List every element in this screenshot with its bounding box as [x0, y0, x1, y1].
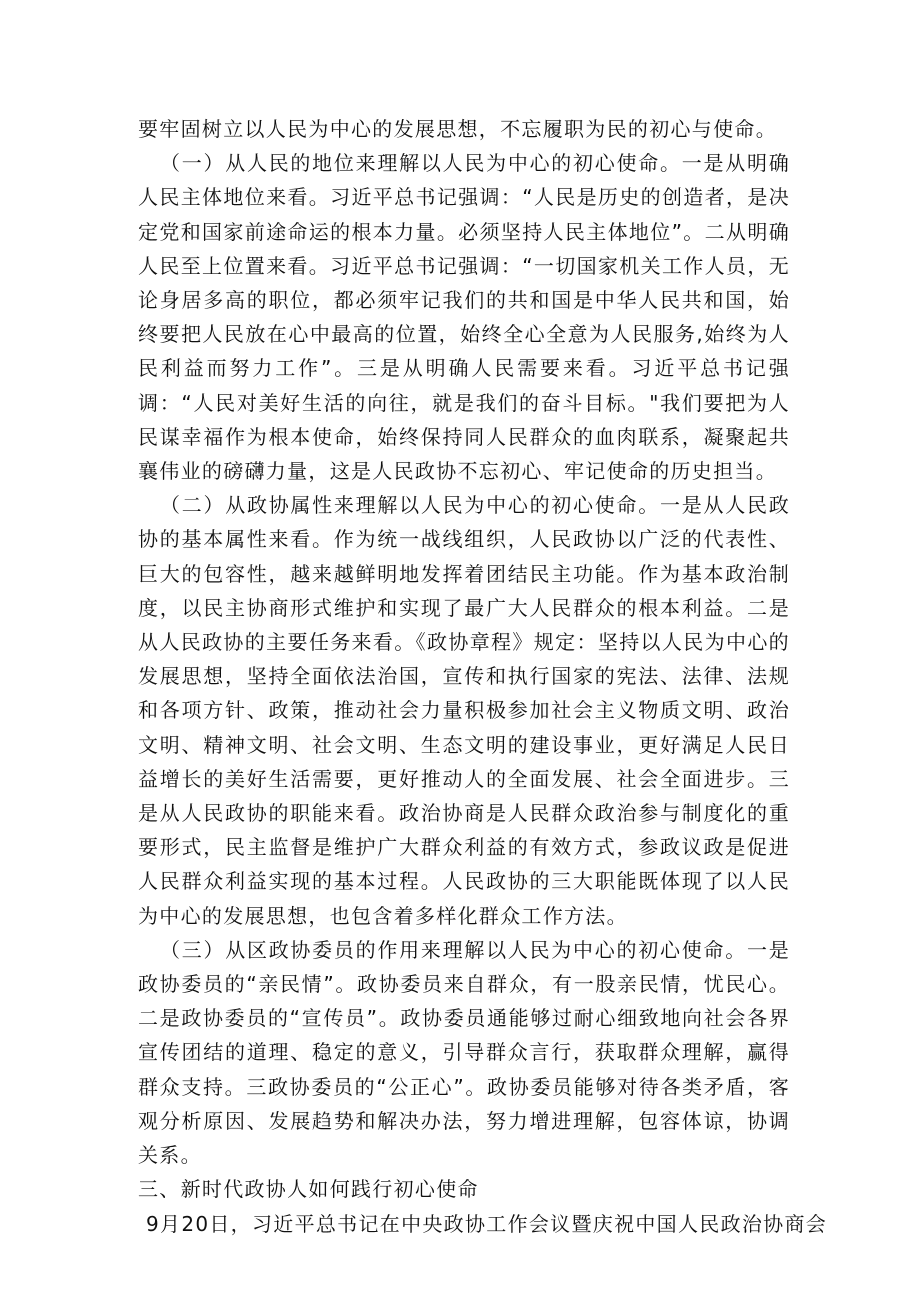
section-heading: 三、新时代政协人如何践行初心使命 [138, 1177, 479, 1202]
document-body [138, 112, 828, 1241]
paragraph-intro-fragment: 要牢固树立以人民为中心的发展思想，不忘履职为民的初心与使命。 [138, 117, 777, 141]
paragraph-final-line: 9月20日，习近平总书记在中央政协工作会议暨庆祝中国人民政治协商会 [146, 1211, 828, 1236]
paragraph-section-2: （二）从政协属性来理解以人民为中心的初心使命。一是从人民政协的基本属性来看。作为统一战线组织，人民政协以广泛的代表性、巨大的包容性，越来越鲜明地发挥着团结民主功能。作为基本政治制度，以民主协商形式维护和实现了最广大人民群众的根本利益。二是从人民政协的主要任务来看。《政协章程》规定：坚持以人民为中心的发展思想，坚持全面依法治国，宣传和执行国家的宪法、法律、法规和各项方针、政策，推动社会力量积极参加社会主义物质文明、政治文明、精神文明、社会文明、生态文明的建设事业，更好满足人民日益增长的美好生活需要，更好推动人的全面发展、社会全面进步。三是从人民政协的职能来看。政治协商是人民群众政治参与制度化的重要形式，民主监督是维护广大群众利益的有效方式，参政议政是促进人民群众利益实现的基本过程。人民政协的三大职能既体现了以人民为中心的发展思想，也包含着多样化群众工作方法。 [138, 493, 790, 928]
paragraph-section-3: （三）从区政协委员的作用来理解以人民为中心的初心使命。一是政协委员的“亲民情”。政协委员来自群众，有一股亲民情，忧民心。二是政协委员的“宣传员”。政协委员通能够过耐心细致地向社会各界宣传团结的道理、稳定的意义，引导群众言行，获取群众理解，赢得群众支持。三政协委员的“公正心”。政协委员能够对待各类矛盾，客观分析原因、发展趋势和解决办法，努力增进理解，包容体谅，协调关系。 [138, 937, 790, 1168]
paragraph-section-1: （一）从人民的地位来理解以人民为中心的初心使命。一是从明确人民主体地位来看。习近平总书记强调：“人民是历史的创造者，是决定党和国家前途命运的根本力量。必须坚持人民主体地位”。二从明确人民至上位置来看。习近平总书记强调：“一切国家机关工作人员，无论身居多高的职位，都必须牢记我们的共和国是中华人民共和国，始终要把人民放在心中最高的位置，始终全心全意为人民服务,始终为人民利益而努力工作”。三是从明确人民需要来看。习近平总书记强调：“人民对美好生活的向往，就是我们的奋斗目标。"我们要把为人民谋幸福作为根本使命，始终保持同人民群众的血肉联系，凝聚起共襄伟业的磅礴力量，这是人民政协不忘初心、牢记使命的历史担当。 [138, 151, 790, 484]
